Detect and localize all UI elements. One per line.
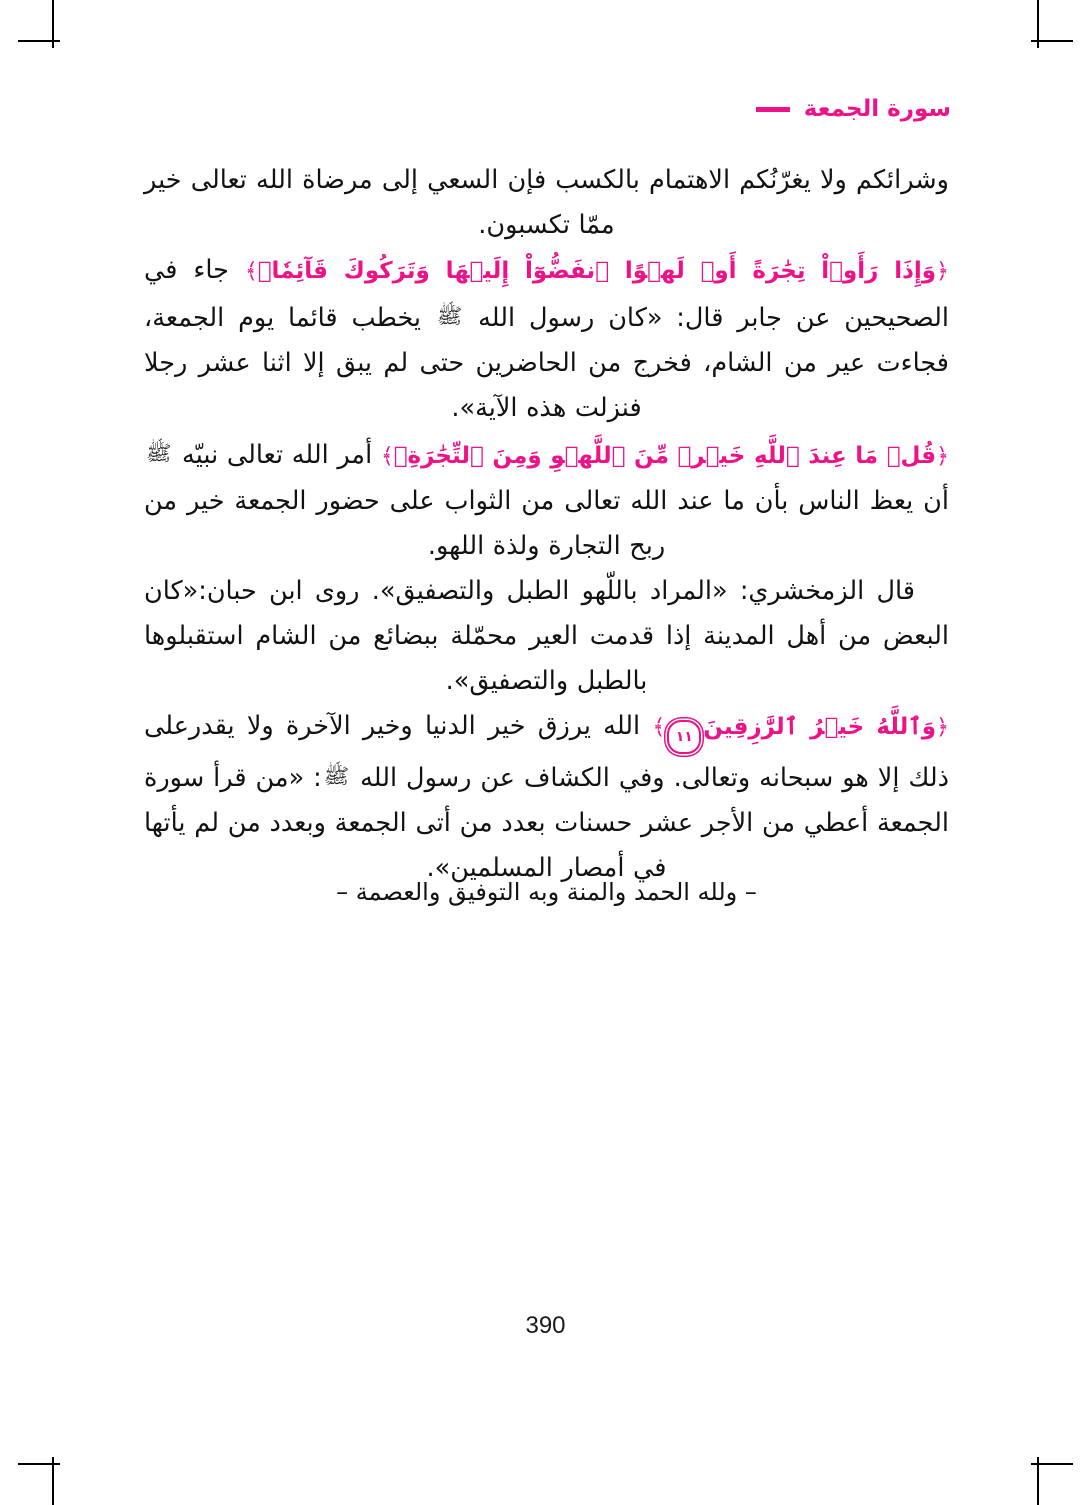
- salla-allahu-alayhi-wasallam-icon: ﷺ: [146, 441, 172, 465]
- crop-mark-bottom-right-horizontal: [1031, 1463, 1073, 1465]
- ayah-open-bracket-icon: ﴿: [936, 444, 949, 469]
- salla-allahu-alayhi-wasallam-icon: ﷺ: [436, 304, 463, 328]
- running-header: [756, 98, 951, 121]
- running-header-title: سورة الجمعة: [803, 96, 951, 122]
- prose-text: : «من قرأ سورة الجمعة أعطي من الأجر عشر حسنات بعدد من أتى الجمعة وبعدد من لم يأتها في أمصار المسلمين».: [144, 763, 949, 883]
- quran-verse-text: وَإِذَا رَأَوۡاْ تِجَٰرَةً أَوۡ لَهۡوًا ٱنفَضُّوٓاْ إِلَيۡهَا وَتَرَكُوكَ قَآئِمٗاۚ: [257, 258, 937, 284]
- quran-verse-text: قُلۡ مَا عِندَ ٱللَّهِ خَيۡرٞ مِّنَ ٱللَّهۡوِ وَمِنَ ٱلتِّجَٰرَةِۚ: [393, 443, 937, 469]
- prose-text: أن يعظ الناس بأن ما عند الله تعالى من الثواب على حضور الجمعة خير من ربح التجارة ولذة اللهو.: [144, 486, 949, 561]
- ayah-open-bracket-icon: ﴿: [936, 259, 949, 284]
- crop-mark-top-left-horizontal: [18, 40, 60, 42]
- page-number: 390: [525, 1312, 566, 1339]
- ayah-close-bracket-icon: ﴾: [244, 259, 258, 284]
- prose-text: قال الزمخشري: «المراد باللّهو الطبل والتصفيق». روى ابن حبان:«كان البعض من أهل المدينة إذا قدمت العير محمّلة ببضائع من الشام استقبلوها بالطبل والتصفيق».: [144, 576, 949, 696]
- body-text-block: [144, 158, 949, 891]
- prose-text: أمر الله تعالى نبيّه: [173, 440, 381, 470]
- crop-mark-top-right-horizontal: [1031, 40, 1073, 42]
- paragraph: [144, 431, 949, 569]
- ayah-close-bracket-icon: ﴾: [380, 444, 394, 469]
- paragraph: [144, 569, 949, 704]
- prose-text: يخطب قائما يوم الجمعة، فجاءت عير من الشام، فخرج من الحاضرين حتى لم يبق إلا اثنا عشر رجلا فنزلت هذه الآية».: [144, 303, 949, 423]
- quran-verse-text: وَٱللَّهُ خَيۡرُ ٱلرَّٰزِقِينَ: [703, 714, 937, 740]
- header-rule-icon: [756, 107, 790, 112]
- paragraph: [144, 158, 949, 248]
- closing-line: – ولله الحمد والمنة وبه التوفيق والعصمة –: [336, 878, 757, 906]
- crop-mark-bottom-left-horizontal: [18, 1463, 60, 1465]
- prose-text: الله يرزق خير الدنيا وخير الآخرة ولا يقدرعلى ذلك إلا هو سبحانه وتعالى. وفي الكشاف عن رسول الله: [144, 711, 950, 793]
- ayah-close-bracket-icon: ﴾: [652, 715, 666, 740]
- salla-allahu-alayhi-wasallam-icon: ﷺ: [323, 764, 350, 788]
- paragraph: [144, 704, 949, 891]
- prose-text: وشرائكم ولا يغرّنُكم الاهتمام بالكسب فإن السعي إلى مرضاة الله تعالى خير ممّا تكسبون.: [144, 165, 949, 240]
- ayah-open-bracket-icon: ﴿: [936, 715, 949, 740]
- prose-text: جاء في الصحيحين عن جابر قال: «كان رسول الله: [144, 255, 949, 333]
- ayah-number-medallion: ١١: [667, 720, 701, 754]
- paragraph: [144, 248, 949, 431]
